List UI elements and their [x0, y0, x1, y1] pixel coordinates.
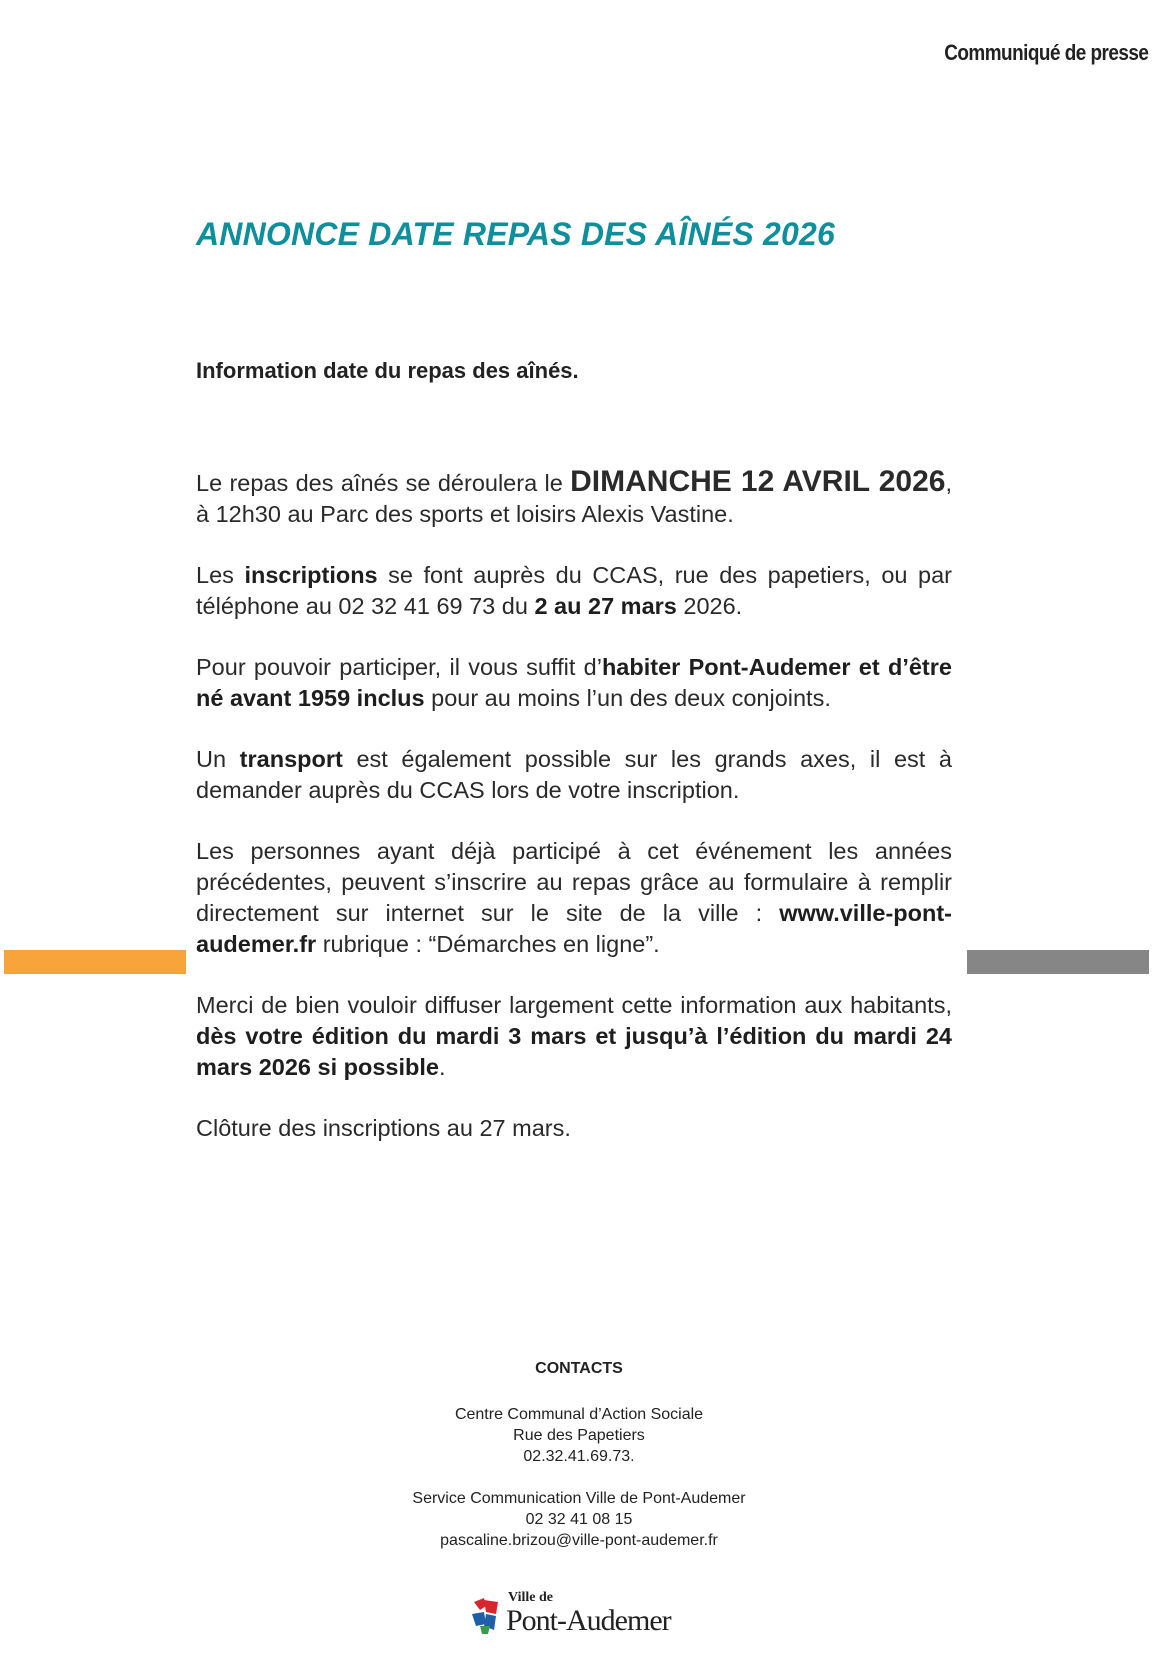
text-segment: pour au moins l’un des deux conjoints.: [424, 685, 831, 711]
text-segment: est également possible sur les grands axes, il est à demander auprès du CCAS lors de votre inscription.: [196, 746, 952, 803]
contacts-block: [0, 1360, 1158, 1551]
paragraph-inscriptions: [196, 560, 952, 622]
paragraph-date: [196, 466, 952, 530]
paragraph-online-form: [196, 836, 952, 960]
contact-ccas-phone: 02.32.41.69.73.: [523, 1448, 635, 1465]
contact-comm-email[interactable]: pascaline.brizou@ville-pont-audemer.fr: [440, 1532, 718, 1549]
text-segment: Un: [196, 746, 240, 772]
text-segment: Merci de bien vouloir diffuser largement cette information aux habitants,: [196, 992, 952, 1018]
page-title: ANNONCE DATE REPAS DES AÎNÉS 2026: [196, 216, 836, 252]
text-emphasis: habiter Pont-Audemer et d’être né avant 1959 inclus: [196, 654, 952, 711]
contacts-heading: CONTACTS: [535, 1360, 623, 1377]
decorative-bar-grey: [967, 950, 1149, 974]
text-emphasis: transport: [239, 746, 343, 772]
intro-text: Information date du repas des aînés.: [196, 358, 579, 383]
logo-city-text: Pont-Audemer: [506, 1604, 671, 1637]
text-emphasis: 2 au 27 mars: [534, 593, 677, 619]
website-link[interactable]: www.ville-pont-audemer.fr: [196, 900, 952, 957]
text-segment: rubrique : “Démarches en ligne”.: [316, 931, 660, 957]
paragraph-transport: [196, 744, 952, 806]
text-segment: Le repas des aînés se déroulera le: [196, 470, 571, 496]
decorative-bar-orange: [4, 950, 186, 974]
text-emphasis: dès votre édition du mardi 3 mars et jusqu’à l’édition du mardi 24 mars 2026 si possible: [196, 1023, 952, 1080]
text-segment: Pour pouvoir participer, il vous suffit d’: [196, 654, 602, 680]
text-segment: Les: [196, 562, 245, 588]
contact-ccas-name: Centre Communal d’Action Sociale: [454, 1406, 704, 1423]
city-logo: [470, 1590, 690, 1646]
text-segment: .: [438, 1054, 446, 1080]
paragraph-closing: Clôture des inscriptions au 27 mars.: [196, 1115, 571, 1141]
press-release-body: [196, 466, 952, 1174]
paragraph-diffusion: [196, 990, 952, 1083]
paragraph-eligibility: [196, 652, 952, 714]
contact-comm-phone: 02 32 41 08 15: [525, 1511, 633, 1528]
city-emblem-icon: [470, 1596, 502, 1636]
text-segment: , à 12h30 au Parc des sports et loisirs Alexis Vastine.: [196, 470, 952, 527]
contact-comm-name: Service Communication Ville de Pont-Audemer: [412, 1490, 746, 1507]
text-segment: Les personnes ayant déjà participé à cet événement les années précédentes, peuvent s’inscrire au repas grâce au formulaire à remplir directement sur internet sur le site de la ville :: [196, 838, 952, 926]
text-emphasis: inscriptions: [244, 562, 378, 588]
document-type-label: Communiqué de presse: [943, 40, 1148, 65]
logo-ville-text: Ville de: [508, 1590, 553, 1605]
text-segment: 2026.: [676, 593, 743, 619]
contact-ccas-address: Rue des Papetiers: [513, 1427, 645, 1444]
text-segment: se font auprès du CCAS, rue des papetiers, ou par téléphone au 02 32 41 69 73 du: [196, 562, 953, 619]
event-date: DIMANCHE 12 AVRIL 2026: [570, 465, 946, 498]
